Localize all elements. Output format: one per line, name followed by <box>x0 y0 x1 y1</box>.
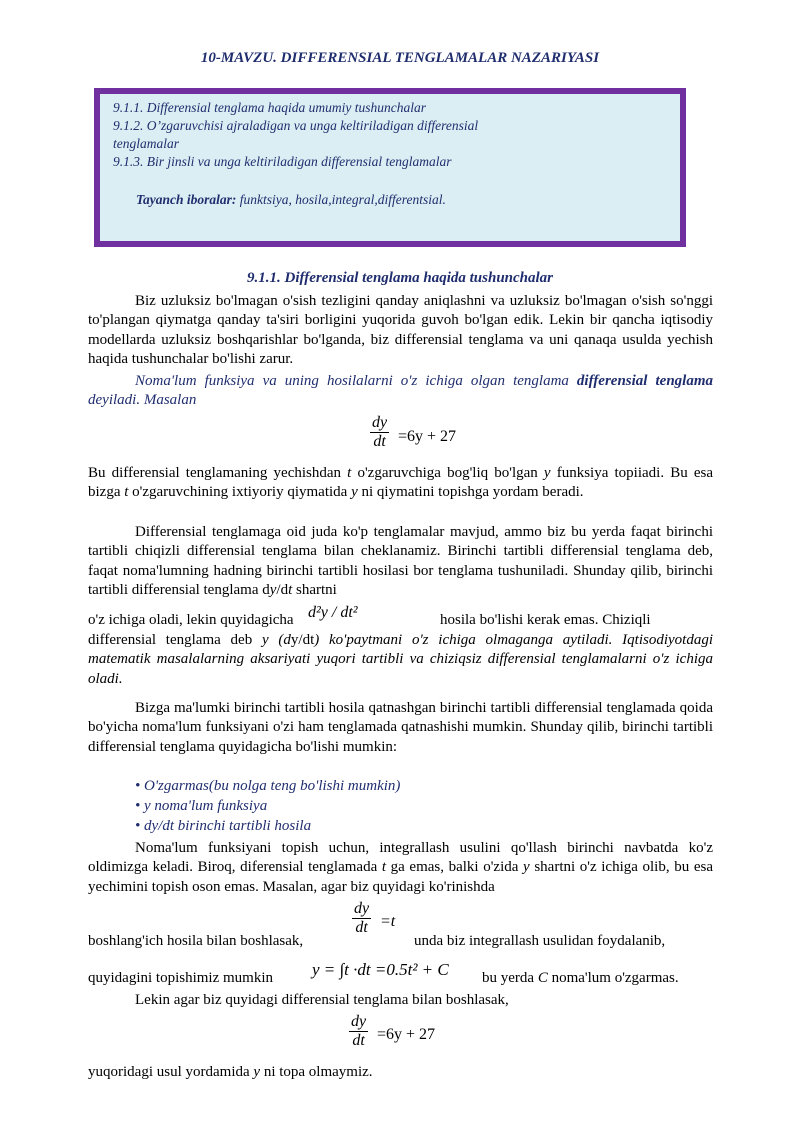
paragraph-8: yuqoridagi usul yordamida y ni topa olmaymiz. <box>88 1064 373 1080</box>
bullet-item: • y noma'lum funksiya <box>135 798 268 814</box>
page-title: 10-MAVZU. DIFFERENSIAL TENGLAMALAR NAZARIYASI <box>200 50 600 66</box>
topic-item: tenglamalar <box>113 136 179 151</box>
line-b-left: quyidagini topishimiz mumkin <box>88 970 273 986</box>
paragraph-4-cont: differensial tenglama deb y (dy/dt) ko'paytmani o'z ichiga olmaganga aytiladi. Iqtisodiyotdagi matematik masalalarning aksariyati yuqori tartibli va chiziqsiz differensial tenglamalarni o'z ichiga oladi. <box>88 632 713 687</box>
paragraph-3: Bu differensial tenglamaning yechishdan t o'zgaruvchiga bog'liq bo'lgan y funksiya topiiadi. Bu esa bizga t o'zgaruvchining ixtiyoriy qiymatida y ni qiymatini topishga yordam beradi. <box>88 465 713 501</box>
topic-item: 9.1.3. Bir jinsli va unga keltiriladigan differensial tenglamalar <box>113 154 452 169</box>
paragraph-4: Differensial tenglamaga oid juda ko'p tenglamalar mavjud, ammo biz bu yerda faqat birinchi tartibli chiqizli differensial tenglama bilan cheklanamiz. Birinchi tartibli differensial tenglama deb, faqat noma'lumning hadning birinchi tartibli hosilasi bor tenglama tushuniladi. Shunday qilib, birinchi tartibli differensial tenglama dy/dt shartni <box>88 524 713 598</box>
p2-term: differensial tenglama <box>576 373 713 389</box>
equation-1-rhs: =6y + 27 <box>398 428 457 445</box>
paragraph-2 <box>88 372 713 411</box>
line-a-right: unda biz integrallash usulidan foydalanib, <box>414 933 666 949</box>
topic-item: 9.1.2. O’zgaruvchisi ajraladigan va unga keltiriladigan differensial <box>113 118 479 133</box>
paragraph-4-line: o'z ichiga oladi, lekin quyidagicha <box>88 612 294 628</box>
equation-2-rhs: =t <box>380 913 396 930</box>
p2-text-c: deyiladi. Masalan <box>88 392 197 409</box>
topic-item: 9.1.1. Differensial tenglama haqida umumiy tushunchalar <box>113 100 426 115</box>
second-derivative-expr: d²y / dt² <box>308 604 358 621</box>
paragraph-6: Noma'lum funksiyani topish uchun, integrallash usulini qo'llash birinchi navbatda ko'z oldimizga keladi. Biroq, diferensial tenglamada t ga emas, balki o'zida y shartni o'z ichiga olib, bu esa yechimini topish oson emas. Masalan, agar biz quyidagi ko'rinishda <box>88 840 713 895</box>
line-b-right: bu yerda C noma'lum o'zgarmas. <box>482 970 679 986</box>
section-heading: 9.1.1. Differensial tenglama haqida tushunchalar <box>246 270 554 286</box>
paragraph-4-line-end: hosila bo'lishi kerak emas. Chiziqli <box>440 612 651 628</box>
p2-text-a: Noma'lum funksiya va uning hosilalarni o'z ichiga olgan tenglama <box>135 373 577 389</box>
paragraph-5: Bizga ma'lumki birinchi tartibli hosila qatnashgan birinchi tartibli differensial tenglamada qoida bo'yicha noma'lum funksiyani o'zi ham tenglamada qatnashishi mumkin. Shunday qilib, birinchi tartibli differensial tenglama quyidagicha bo'lishi mumkin: <box>88 700 713 755</box>
equation-2-fraction: dy dt <box>354 900 370 936</box>
integral-formula: y = ∫t ·dt =0.5t² + C <box>312 960 449 979</box>
equation-1-fraction: dy dt <box>372 414 388 450</box>
equation-3-rhs: =6y + 27 <box>377 1026 436 1043</box>
bullet-item: • dy/dt birinchi tartibli hosila <box>135 818 312 834</box>
keywords-label: Tayanch iboralar: <box>136 192 237 207</box>
paragraph-7: Lekin agar biz quyidagi differensial tenglama bilan boshlasak, <box>135 992 509 1008</box>
bullet-item: • O'zgarmas(bu nolga teng bo'lishi mumkin) <box>135 778 401 794</box>
paragraph-1: Biz uzluksiz bo'lmagan o'sish tezligini qanday aniqlashni va uzluksiz bo'lmagan o'sish so'nggi to'plangan qiymatga qanday ta'siri borligini yuqorida guvoh bo'lgan edik. Lekin bir qancha iqtisodiy modellarda uzluksiz boshqarishlar bo'lganda, biz differensial tenglama va uni qanaqa usulda yechish haqida tushunchalar bo'lishi zarur. <box>88 293 713 367</box>
keywords-line <box>136 192 446 208</box>
topics-box <box>94 88 686 247</box>
equation-3-fraction: dy dt <box>351 1013 367 1049</box>
line-a-left: boshlang'ich hosila bilan boshlasak, <box>88 933 304 949</box>
keywords-text: funktsiya, hosila,integral,differentsial. <box>236 192 446 207</box>
